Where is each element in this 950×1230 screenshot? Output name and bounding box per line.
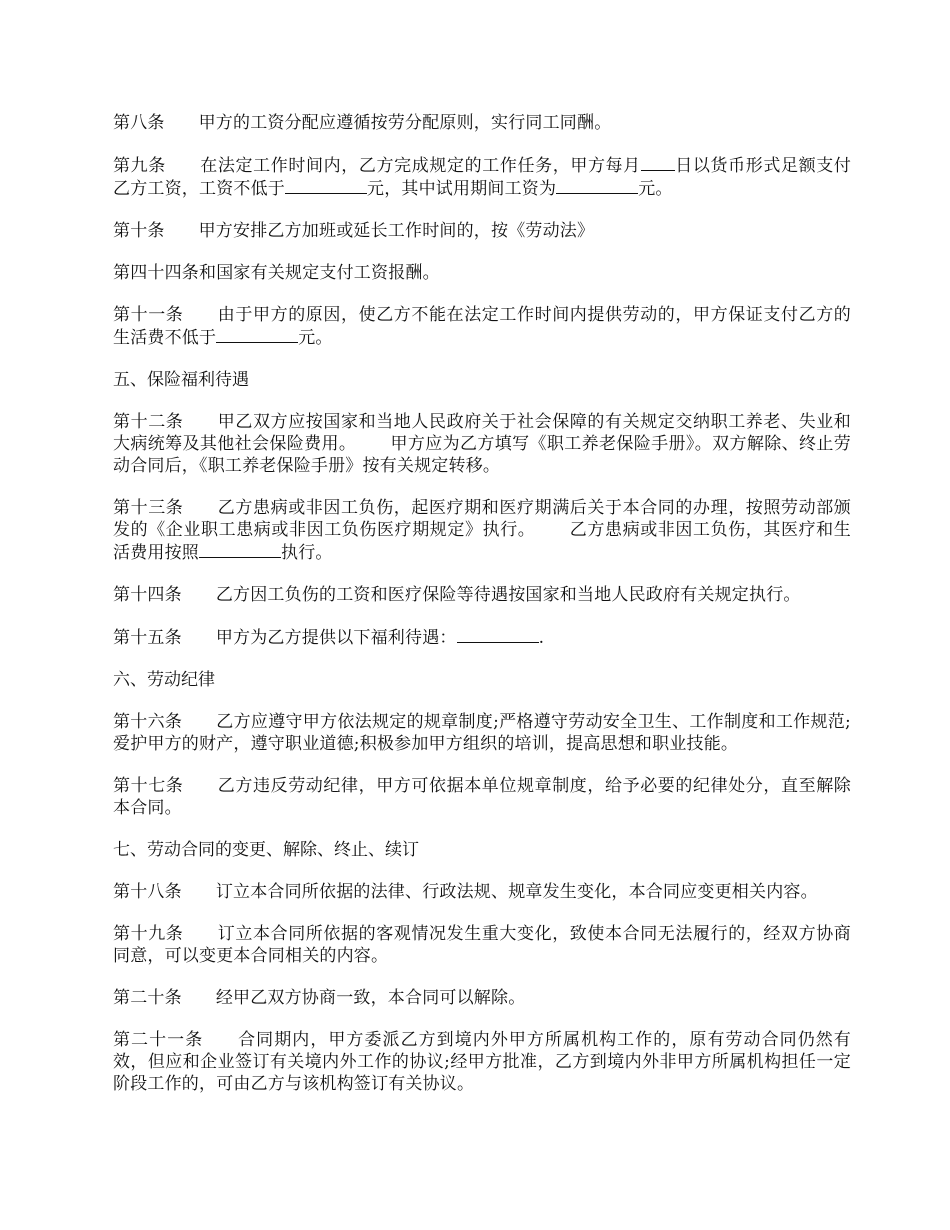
article-text: 订立本合同所依据的法律、行政法规、规章发生变化，本合同应变更相关内容。 bbox=[215, 882, 818, 902]
blank-field bbox=[556, 177, 638, 194]
article-text: 元。 bbox=[298, 328, 333, 348]
article-label: 第十八条 bbox=[113, 882, 182, 902]
article-text: 乙方因工负伤的工资和医疗保险等待遇按国家和当地人民政府有关规定执行。 bbox=[215, 585, 801, 605]
article-12 bbox=[113, 411, 851, 477]
article-label: 第十五条 bbox=[113, 628, 182, 648]
article-label: 第十三条 bbox=[113, 498, 184, 518]
article-text: 乙方违反劳动纪律，甲方可依据本单位规章制度，给予必要的纪律处分，直至解除本合同。 bbox=[113, 776, 851, 818]
article-14 bbox=[113, 584, 851, 606]
article-10-cont bbox=[113, 262, 851, 284]
article-13 bbox=[113, 497, 851, 564]
blank-field bbox=[641, 154, 675, 171]
blank-field bbox=[199, 541, 281, 558]
article-17 bbox=[113, 775, 851, 819]
article-text: 执行。 bbox=[281, 543, 333, 563]
article-text: . bbox=[538, 628, 545, 648]
article-text: 甲乙双方应按国家和当地人民政府关于社会保障的有关规定交纳职工养老、失业和大病统筹及其他社会保险费用。 bbox=[113, 412, 851, 454]
article-text: 乙方患病或非因工负伤，其医疗和生活费用按照 bbox=[113, 520, 851, 563]
article-text: 甲方应为乙方填写《职工养老保险手册》。双方解除、终止劳动合同后，《职工养老保险手册》按有关规定转移。 bbox=[113, 434, 851, 476]
article-11 bbox=[113, 304, 851, 349]
section-heading: 七、劳动合同的变更、解除、终止、续订 bbox=[113, 840, 419, 860]
article-text: 甲方为乙方提供以下福利待遇： bbox=[215, 628, 457, 648]
article-label: 第十七条 bbox=[113, 776, 184, 796]
article-label: 第十六条 bbox=[113, 712, 183, 732]
section-heading: 五、保险福利待遇 bbox=[113, 370, 249, 390]
article-21 bbox=[113, 1029, 851, 1095]
document-page bbox=[113, 112, 851, 1115]
blank-field bbox=[285, 177, 367, 194]
blank-field bbox=[216, 326, 298, 343]
article-text: 乙方应遵守甲方依法规定的规章制度;严格遵守劳动安全卫生、工作制度和工作规范;爱护甲方的财产，遵守职业道德;积极参加甲方组织的培训，提高思想和职业技能。 bbox=[113, 712, 851, 754]
article-text: 甲方的工资分配应遵循按劳分配原则，实行同工同酬。 bbox=[198, 113, 612, 133]
section-heading: 六、劳动纪律 bbox=[113, 670, 215, 690]
article-15 bbox=[113, 626, 851, 649]
article-18 bbox=[113, 881, 851, 903]
article-8 bbox=[113, 112, 851, 134]
article-label: 第八条 bbox=[113, 113, 165, 133]
article-text: 元。 bbox=[638, 179, 673, 199]
article-text: 乙方患病或非因工负伤，起医疗期和医疗期满后关于本合同的办理，按照劳动部颁发的《企业职工患病或非因工负伤医疗期规定》执行。 bbox=[113, 498, 851, 540]
article-text: 第四十四条和国家有关规定支付工资报酬。 bbox=[113, 263, 440, 283]
blank-field bbox=[457, 626, 539, 643]
article-9 bbox=[113, 154, 851, 200]
article-label: 第十一条 bbox=[113, 305, 184, 325]
article-16 bbox=[113, 711, 851, 755]
article-text: 订立本合同所依据的客观情况发生重大变化，致使本合同无法履行的，经双方协商同意，可以变更本合同相关的内容。 bbox=[113, 924, 851, 966]
article-label: 第十二条 bbox=[113, 412, 184, 432]
article-label: 第二十一条 bbox=[113, 1030, 204, 1050]
article-text: 在法定工作时间内，乙方完成规定的工作任务，甲方每月 bbox=[199, 156, 641, 176]
article-20 bbox=[113, 987, 851, 1009]
article-10 bbox=[113, 220, 851, 242]
article-label: 第十条 bbox=[113, 221, 165, 241]
article-label: 第九条 bbox=[113, 156, 166, 176]
article-label: 第二十条 bbox=[113, 988, 182, 1008]
article-text: 经甲乙双方协商一致，本合同可以解除。 bbox=[215, 988, 526, 1008]
article-label: 第十四条 bbox=[113, 585, 182, 605]
article-text: 甲方安排乙方加班或延长工作时间的，按《劳动法》 bbox=[198, 221, 595, 241]
article-text: 元，其中试用期间工资为 bbox=[367, 179, 557, 199]
article-text: 日以货币形式足额支付乙方工资，工资不低于 bbox=[113, 156, 852, 199]
article-text: 由于甲方的原因，使乙方不能在法定工作时间内提供劳动的，甲方保证支付乙方的生活费不低于 bbox=[113, 305, 851, 348]
article-text: 合同期内，甲方委派乙方到境内外甲方所属机构工作的，原有劳动合同仍然有效，但应和企业签订有关境内外工作的协议;经甲方批准，乙方到境内外非甲方所属机构担任一定阶段工作的，可由乙方与该机构签订有关协议。 bbox=[113, 1030, 851, 1094]
article-19 bbox=[113, 923, 851, 967]
article-label: 第十九条 bbox=[113, 924, 184, 944]
